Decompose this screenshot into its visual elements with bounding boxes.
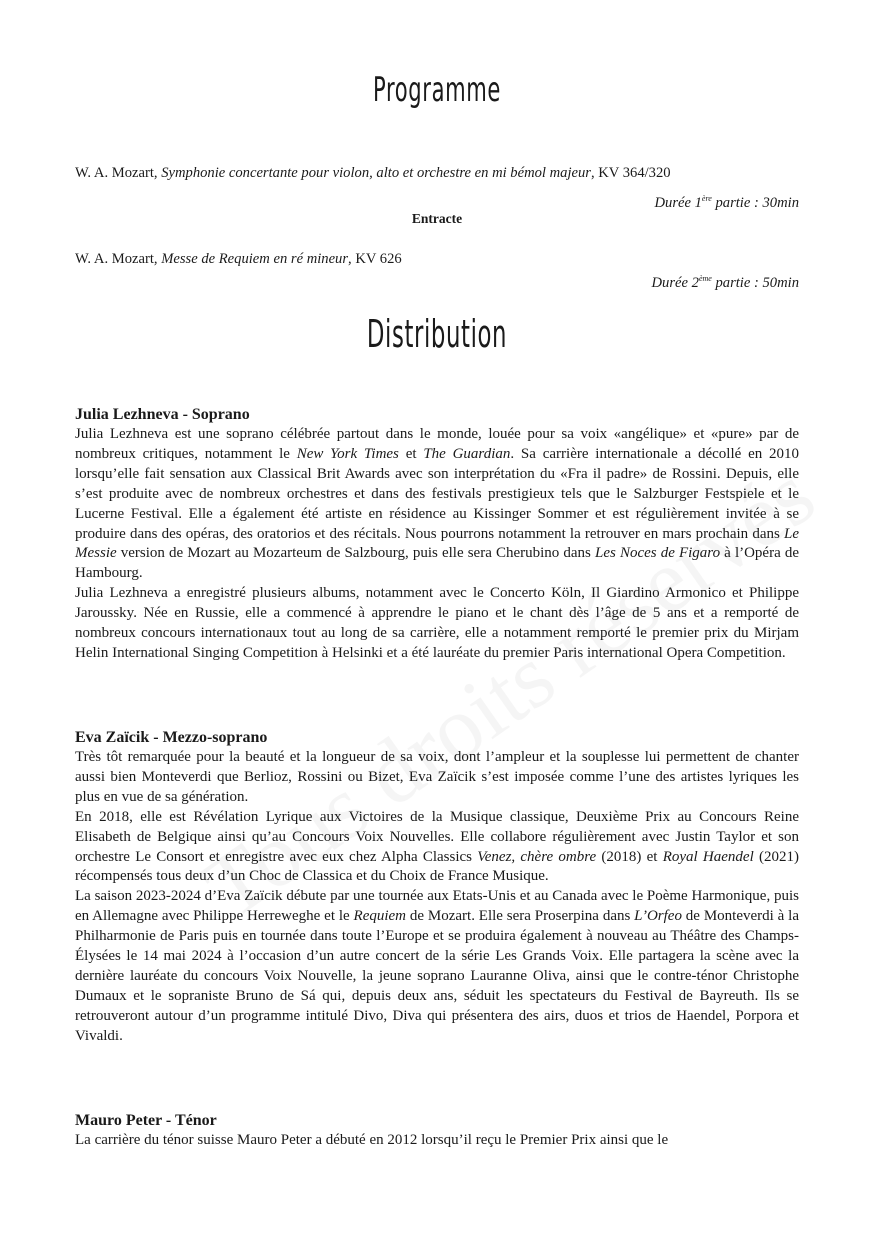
programme-title: Programme	[372, 70, 502, 110]
artist-section-eva-zaicik	[75, 728, 799, 1047]
artist-bio-paragraph: La saison 2023-2024 d’Eva Zaïcik débute par une tournée aux Etats-Unis et au Canada avec le Poème Harmonique, puis en Allemagne avec Philippe Herreweghe et le Requiem de Mozart. Elle sera Proserpina dans L’Orfeo de Monteverdi à la Philharmonie de Paris puis en tournée dans toute l’Europe et se produira également à nouveau au Théâtre des Champs-Élysées le 14 mai 2024 à l’occasion d’un autre concert de la série Les Grands Voix. Elle partagera la scène avec la dernière lauréate du concours Voix Nouvelle, la jeune soprano Lauranne Oliva, ainsi que le contre-ténor Christophe Dumaux et le sopraniste Bruno de Sá qui, depuis deux ans, séduit les spectateurs du Festival de Bayreuth. Ils se retrouveront autour d’un programme intitulé Divo, Diva qui présentera des airs, duos et trios de Haendel, Porpora et Vivaldi.	[75, 888, 799, 1044]
intermission: Entracte	[411, 211, 463, 226]
work-1-catalog: , KV 364/320	[590, 165, 671, 181]
distribution-title: Distribution	[366, 312, 508, 356]
work-1-title: Symphonie concertante pour violon, alto et orchestre en mi bémol majeur	[161, 165, 591, 181]
artist-section-mauro-peter	[75, 1111, 799, 1151]
artist-bio-paragraph: En 2018, elle est Révélation Lyrique aux Victoires de la Musique classique, Deuxième Prix au Concours Reine Elisabeth de Belgique ainsi qu’au Concours Voix Nouvelles. Elle collabore régulièrement avec Justin Taylor et son orchestre Le Consort et enregistre avec eux chez Alpha Classics Venez, chère ombre (2018) et Royal Haendel (2021) récompensés tous deux d’un Choc de Classica et du Choix de France Musique.	[75, 808, 799, 885]
work-1-composer: W. A. Mozart,	[75, 165, 158, 181]
artist-heading: Julia Lezhneva - Soprano	[75, 406, 250, 423]
work-1	[75, 164, 671, 182]
artist-heading: Eva Zaïcik - Mezzo-soprano	[75, 729, 268, 746]
artist-heading: Mauro Peter - Ténor	[75, 1112, 217, 1129]
artist-bio-paragraph: Très tôt remarquée pour la beauté et la longueur de sa voix, dont l’ampleur et la souplesse lui permettent de chanter aussi bien Monteverdi que Berlioz, Rossini ou Bizet, Eva Zaïcik s’est imposée comme l’une des artistes lyriques les plus en vue de sa génération.	[75, 749, 799, 805]
work-2	[75, 250, 402, 268]
artist-section-julia-lezhneva	[75, 405, 799, 664]
artist-bio-paragraph: La carrière du ténor suisse Mauro Peter a débuté en 2012 lorsqu’il reçu le Premier Prix ainsi que le	[75, 1132, 669, 1148]
duration-2: Durée 2ème partie : 50min	[651, 274, 799, 291]
work-2-title: Messe de Requiem en ré mineur	[161, 251, 349, 267]
artist-bio-paragraph: Julia Lezhneva a enregistré plusieurs albums, notamment avec le Concerto Köln, Il Giardino Armonico et Philippe Jaroussky. Née en Russie, elle a commencé à apprendre le piano et le chant dès l’âge de 5 ans et a remporté de nombreux concours internationaux tout au long de sa carrière, elle a notamment remporté le premier prix du Mirjam Helin International Singing Competition à Helsinki et a été lauréate du premier Paris international Opera Competition.	[75, 585, 799, 661]
work-2-catalog: , KV 626	[348, 251, 402, 267]
work-2-composer: W. A. Mozart,	[75, 251, 158, 267]
duration-1: Durée 1ère partie : 30min	[654, 194, 799, 211]
artist-bio-paragraph: Julia Lezhneva est une soprano célébrée partout dans le monde, louée pour sa voix «angélique» et «pure» par de nombreux critiques, notamment le New York Times et The Guardian. Sa carrière internationale a décollé en 2010 lorsqu’elle fait sensation aux Classical Brit Awards avec son interprétation du «Fra il padre» de Rossini. Depuis, elle s’est produite avec de nombreux orchestres et dans des festivals prestigieux tels que le Salzburger Festspiele et le Lucerne Festival. Elle a également été artiste en résidence au Kissinger Sommer et est régulièrement invitée à se produire dans des opéras, des oratorios et des récitals. Nous pourrons notamment la retrouver en mars prochain dans Le Messie version de Mozart au Mozarteum de Salzbourg, puis elle sera Cherubino dans Les Noces de Figaro à l’Opéra de Hambourg.	[75, 426, 800, 582]
